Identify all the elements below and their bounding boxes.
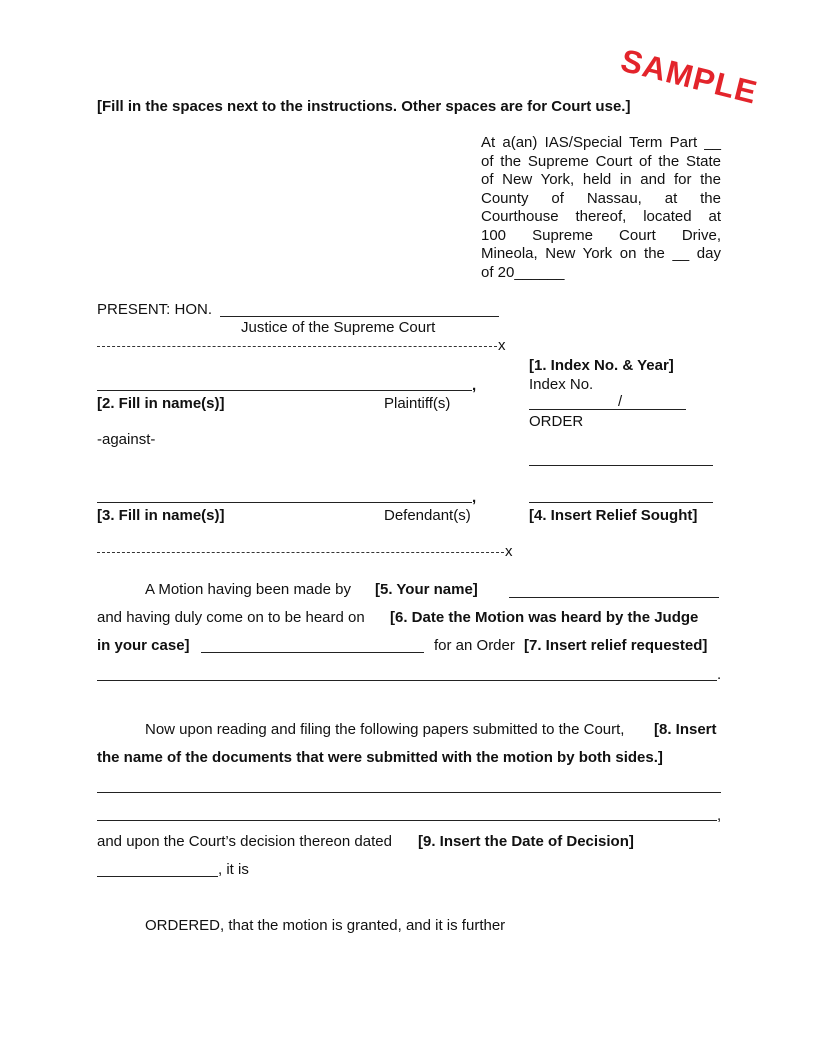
court-line: of the Supreme Court of the State (481, 152, 721, 170)
caption-divider-bottom (97, 552, 504, 553)
index-label: Index No. (529, 376, 594, 393)
your-name-instruction: [5. Your name] (375, 581, 478, 598)
defendant-comma: , (472, 489, 477, 506)
ordered-text: ORDERED, that the motion is granted, and it is further (145, 917, 506, 934)
decision-date-field[interactable] (97, 876, 218, 877)
decision-date-instruction: [9. Insert the Date of Decision] (418, 833, 634, 850)
court-line: of 20______ (481, 263, 565, 281)
relief-requested-field[interactable] (97, 680, 717, 681)
in-your-case: in your case] (97, 637, 190, 654)
plaintiff-label: Plaintiff(s) (384, 395, 451, 412)
relief-requested-instruction: [7. Insert relief requested] (524, 637, 708, 654)
index-slash: / (618, 393, 623, 410)
date-heard-instruction: [6. Date the Motion was heard by the Judge (390, 609, 699, 626)
relief-field-2[interactable] (529, 502, 713, 503)
documents-instruction-b: the name of the documents that were submitted with the motion by both sides.] (97, 749, 663, 766)
caption-divider-x: x (505, 543, 513, 560)
documents-comma: , (717, 807, 722, 824)
defendant-label: Defendant(s) (384, 507, 471, 524)
documents-field-2[interactable] (97, 820, 717, 821)
order-label: ORDER (529, 413, 584, 430)
date-heard-field[interactable] (201, 652, 424, 653)
court-line: 100 Supreme Court Drive, (481, 226, 721, 244)
relief-field-1[interactable] (529, 465, 713, 466)
motion-text: A Motion having been made by (145, 581, 351, 598)
sample-stamp: SAMPLE (617, 42, 762, 111)
index-number-field[interactable] (529, 409, 686, 410)
period: . (717, 666, 722, 683)
court-line: of New York, held in and for the (481, 171, 721, 188)
your-name-field[interactable] (509, 597, 719, 598)
court-line: Courthouse thereof, located at (481, 208, 721, 225)
justice-title: Justice of the Supreme Court (241, 319, 436, 336)
present-label: PRESENT: HON. (97, 301, 213, 318)
court-line: Mineola, New York on the __ day (481, 245, 721, 262)
plaintiff-instruction: [2. Fill in name(s)] (97, 395, 225, 412)
index-instruction: [1. Index No. & Year] (529, 357, 674, 374)
reading-text: Now upon reading and filing the following papers submitted to the Court, (145, 721, 625, 738)
caption-divider-top (97, 346, 497, 347)
relief-instruction: [4. Insert Relief Sought] (529, 507, 698, 524)
plaintiff-name-field[interactable] (97, 390, 472, 391)
documents-instruction-a: [8. Insert (654, 721, 717, 738)
for-order-text: for an Order (434, 637, 515, 654)
court-line: County of Nassau, at the (481, 189, 721, 207)
it-is-text: , it is (218, 861, 249, 878)
against-label: -against- (97, 431, 156, 448)
defendant-instruction: [3. Fill in name(s)] (97, 507, 225, 524)
court-block (481, 134, 721, 282)
caption-divider-x: x (498, 337, 506, 354)
instructions-header: [Fill in the spaces next to the instructions. Other spaces are for Court use.] (97, 98, 631, 115)
judge-name-field[interactable] (220, 316, 499, 317)
heard-text: and having duly come on to be heard on (97, 609, 365, 626)
defendant-name-field[interactable] (97, 502, 472, 503)
plaintiff-comma: , (472, 377, 477, 394)
decision-text: and upon the Court’s decision thereon dated (97, 833, 392, 850)
documents-field-1[interactable] (97, 792, 721, 793)
court-line: At a(an) IAS/Special Term Part __ (481, 134, 721, 151)
